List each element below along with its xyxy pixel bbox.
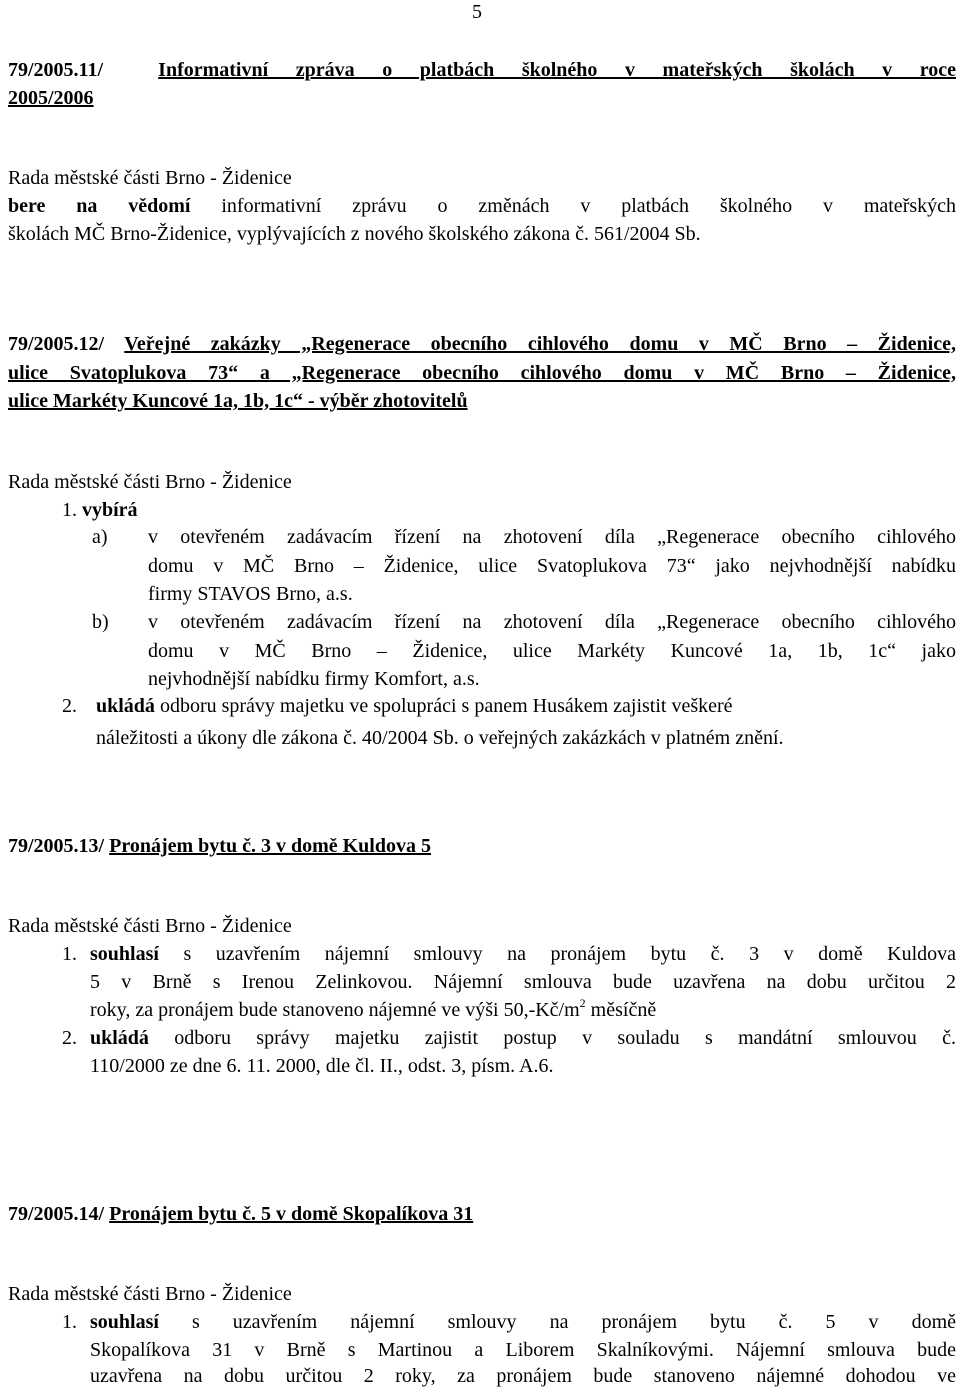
section-12-title-2: ulice Svatoplukova 73“ a „Regenerace obecního cihlového domu v MČ Brno – Židenice, (8, 362, 956, 384)
section-14-item-1: souhlasí s uzavřením nájemní smlouvy na pronájem bytu č. 5 v domě (90, 1311, 956, 1333)
section-13-item-1-num: 1. (62, 943, 77, 965)
section-12-title: Veřejné zakázky „Regenerace obecního cihlového domu v MČ Brno – Židenice, (124, 333, 956, 355)
section-11-text: bere na vědomí informativní zprávu o změnách v platbách školného v mateřských (8, 195, 957, 217)
section-13-number: 79/2005.13/ (8, 835, 105, 857)
section-14-heading (8, 1200, 473, 1228)
section-13-item-2-line-2: 110/2000 ze dne 6. 11. 2000, dle čl. II., odst. 3, písm. A.6. (90, 1055, 554, 1077)
section-11-title-cont: 2005/2006 (8, 87, 94, 109)
section-11-council: Rada městské části Brno - Židenice (8, 167, 292, 189)
item-a-line-2: domu v MČ Brno – Židenice, ulice Svatoplukova 73“ jako nejvhodnější nabídku (148, 555, 956, 577)
section-14-item-1-num: 1. (62, 1311, 77, 1333)
section-11-verb: bere na vědomí (8, 195, 191, 217)
section-13-verb-2: ukládá (90, 1027, 149, 1049)
section-11-heading (8, 56, 956, 84)
item-b-label: b) (92, 611, 109, 633)
section-11-title: Informativní zpráva o platbách školného v mateřských školách v roce (158, 59, 957, 81)
section-12-item-2-cont: náležitosti a úkony dle zákona č. 40/2004 Sb. o veřejných zakázkách v platném znění. (96, 727, 784, 749)
section-12-item-2-num: 2. (62, 695, 77, 717)
section-14-number: 79/2005.14/ (8, 1203, 105, 1225)
section-12-item-1: 1. vybírá (62, 499, 138, 521)
section-13-item-1: souhlasí s uzavřením nájemní smlouvy na pronájem bytu č. 3 v domě Kuldova (90, 943, 956, 965)
section-13-council: Rada městské části Brno - Židenice (8, 915, 292, 937)
item-a-line-3: firmy STAVOS Brno, a.s. (148, 583, 353, 605)
section-14-verb-1: souhlasí (90, 1311, 159, 1333)
section-12-verb-2: ukládá (96, 695, 155, 717)
section-13-heading (8, 832, 431, 860)
section-14-council: Rada městské části Brno - Židenice (8, 1283, 292, 1305)
section-11-number: 79/2005.11/ (8, 59, 104, 81)
section-13-title: Pronájem bytu č. 3 v domě Kuldova 5 (109, 835, 431, 857)
section-12-heading (8, 330, 956, 358)
section-13-item-1-line-2: 5 v Brně s Irenou Zelinkovou. Nájemní smlouva bude uzavřena na dobu určitou 2 (90, 971, 956, 993)
section-14-title: Pronájem bytu č. 5 v domě Skopalíkova 31 (109, 1203, 474, 1225)
section-14-item-1-line-3: uzavřena na dobu určitou 2 roky, za pronájem bude stanoveno nájemné dohodou ve (90, 1365, 956, 1387)
section-12-number: 79/2005.12/ (8, 333, 105, 355)
section-13-item-2: ukládá odboru správy majetku zajistit postup v souladu s mandátní smlouvou č. (90, 1027, 956, 1049)
section-13-verb-1: souhlasí (90, 943, 159, 965)
item-a-line-1: v otevřeném zadávacím řízení na zhotovení díla „Regenerace obecního cihlového (148, 526, 956, 548)
page-number: 5 (472, 1, 482, 23)
section-13-item-2-num: 2. (62, 1027, 77, 1049)
section-12-council: Rada městské části Brno - Židenice (8, 471, 292, 493)
section-11-text-cont: školách MČ Brno-Židenice, vyplývajících z nového školského zákona č. 561/2004 Sb. (8, 223, 701, 245)
item-b-line-2: domu v MČ Brno – Židenice, ulice Markéty Kuncové 1a, 1b, 1c“ jako (148, 640, 956, 662)
item-a-label: a) (92, 526, 108, 548)
item-b-line-1: v otevřeném zadávacím řízení na zhotovení díla „Regenerace obecního cihlového (148, 611, 956, 633)
section-14-item-1-line-2: Skopalíkova 31 v Brně s Martinou a Liborem Skalníkovými. Nájemní smlouva bude (90, 1339, 956, 1361)
section-12-verb-1: vybírá (82, 499, 138, 521)
section-12-title-3: ulice Markéty Kuncové 1a, 1b, 1c“ - výběr zhotovitelů (8, 390, 468, 412)
section-12-item-2: ukládá odboru správy majetku ve spolupráci s panem Husákem zajistit veškeré (96, 695, 733, 717)
item-b-line-3: nejvhodnější nabídku firmy Komfort, a.s. (148, 668, 480, 690)
section-13-item-1-line-3: roky, za pronájem bude stanoveno nájemné ve výši $50,-Kč/m^2$ měsíčně (90, 996, 657, 1021)
